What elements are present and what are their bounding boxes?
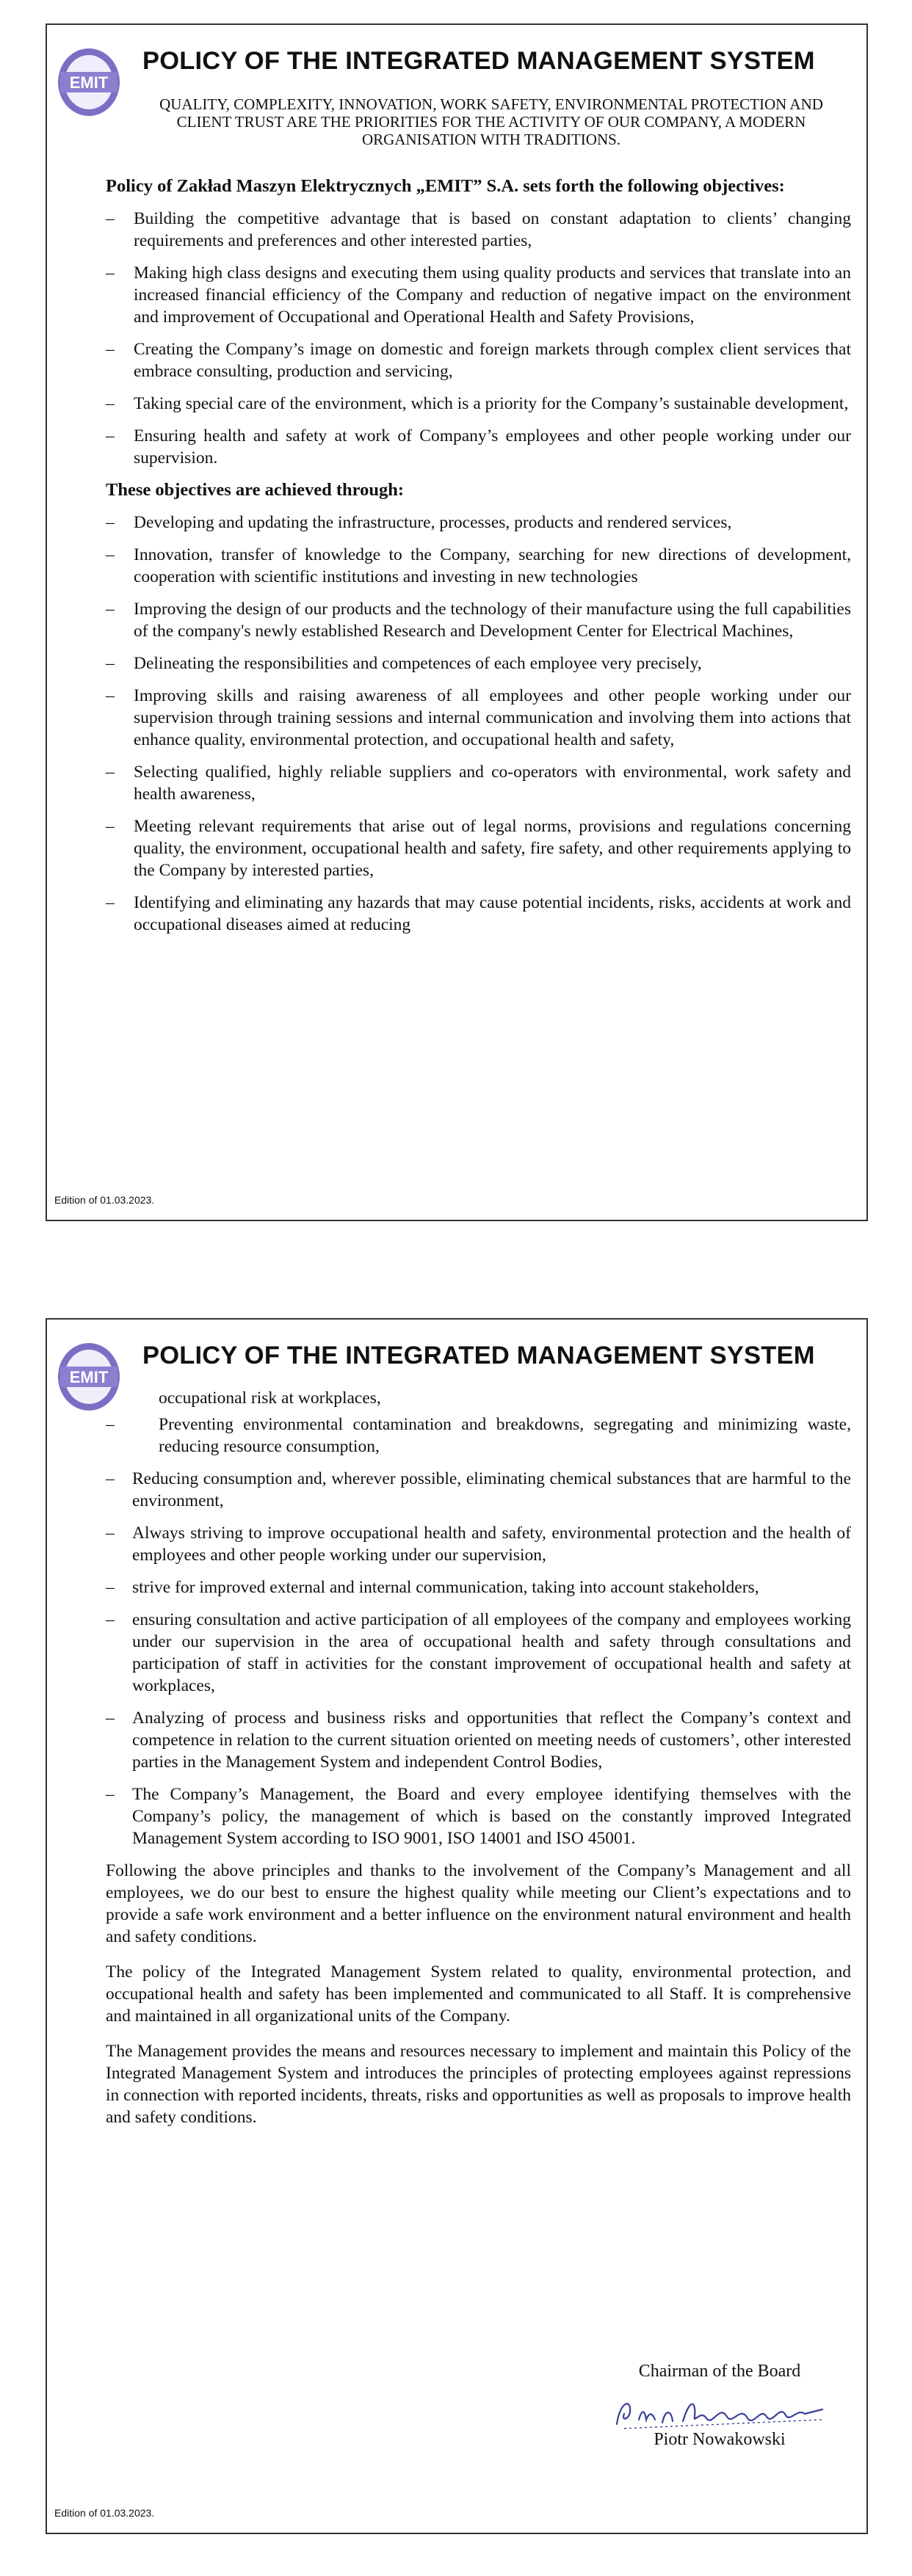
list-item: – Taking special care of the environment, which is a priority for the Company’s sustainable development, [106,394,849,413]
list-item: – Selecting qualified, highly reliable suppliers and co-operators with environmental, work safety and health awareness, [106,763,851,804]
signature-block [602,2362,837,2450]
list-item: – strive for improved external and internal communication, taking into account stakeholders, [106,1578,759,1597]
list-item: – Making high class designs and executing them using quality products and services that translate into an increased financial efficiency of the Company and reduction of negative impact on the environment and improvement of Occupational and Operational Health and Safety Provisions, [106,263,851,327]
list-item: – Building the competitive advantage that is based on constant adaptation to clients’ changing requirements and preferences and other interested parties, [106,209,851,250]
sub-items-list [106,1413,851,1458]
list-item: – ensuring consultation and active participation of all employees of the company and employees working under our supervision in the area of occupational health and safety through consultations and participation of staff in activities for the constant improvement of occupational health and safety at workplaces, [106,1610,851,1695]
page-subtitle: QUALITY, COMPLEXITY, INNOVATION, WORK SAFETY, ENVIRONMENTAL PROTECTION AND CLIENT TRUST ARE THE PRIORITIES FOR THE ACTIVITY OF OUR COMPANY, A MODERN ORGANISATION WITH TRADITIONS. [159,95,823,148]
objectives-list [106,208,851,469]
list-item: – The Company’s Management, the Board and every employee identifying themselves with the Company’s policy, the management of which is based on the constantly improved Integrated Management System according to ISO 9001, ISO 14001 and ISO 45001. [106,1785,851,1848]
objectives-heading: Policy of Zakład Maszyn Elektrycznych „EMIT” S.A. sets forth the following objectives: [106,176,785,196]
paragraph: The Management provides the means and resources necessary to implement and maintain this Policy of the Integrated Management System and introduces the principles of protecting employees against repressions in connection with reported incidents, threats, risks and opportunities as well as proposals to improve health and safety conditions. [106,2042,851,2127]
list-item: – Reducing consumption and, wherever possible, eliminating chemical substances that are harmful to the environment, [106,1469,851,1510]
signatory-name: Piotr Nowakowski [654,2430,786,2449]
document-page-2 [46,1318,868,2534]
list-item: – Analyzing of process and business risks and opportunities that reflect the Company’s context and competence in relation to the current situation oriented on meeting needs of customers’, other interested parties in the Management System and independent Control Bodies, [106,1709,851,1772]
achieved-heading: These objectives are achieved through: [106,480,405,500]
list-item: – Delineating the responsibilities and competences of each employee very precisely, [106,654,702,673]
paragraph: Following the above principles and thanks to the involvement of the Company’s Management and all employees, we do our best to ensure the highest quality while meeting our Client’s expectations and to provide a safe work environment and a better influence on the environment natural environment and health and safety conditions. [106,1861,851,1946]
achieved-list [106,512,851,936]
page1-content [106,175,851,946]
page2-content [106,1387,851,2142]
emit-logo-icon [54,46,123,119]
page-title: POLICY OF THE INTEGRATED MANAGEMENT SYSTEM [142,47,815,75]
list-item: – Improving skills and raising awareness of all employees and other people working under our supervision through training sessions and internal communication and involving them into actions that enhance quality, environmental protection, and occupational health and safety, [106,686,851,749]
edition-label: Edition of 01.03.2023. [54,2507,155,2519]
svg-text:EMIT: EMIT [69,73,109,92]
list-item: – Meeting relevant requirements that arise out of legal norms, provisions and regulations concerning quality, the environment, occupational health and safety, fire safety, and other requirements applying to the Company by interested parties, [106,817,851,880]
list-item: – Identifying and eliminating any hazards that may cause potential incidents, risks, accidents at work and occupational diseases aimed at reducing [106,893,851,934]
list-item: – Innovation, transfer of knowledge to the Company, searching for new directions of development, cooperation with scientific institutions and investing in new technologies [106,545,851,586]
list-item: – Always striving to improve occupational health and safety, environmental protection and the health of employees and other people working under our supervision, [106,1524,851,1565]
list-item: – Creating the Company’s image on domestic and foreign markets through complex client services that embrace consulting, production and servicing, [106,340,851,381]
page-title: POLICY OF THE INTEGRATED MANAGEMENT SYSTEM [142,1342,815,1369]
list-item: – Ensuring health and safety at work of Company’s employees and other people working under our supervision. [106,426,851,467]
list-item: – Developing and updating the infrastructure, processes, products and rendered services, [106,513,732,532]
list-item: – Improving the design of our products and the technology of their manufacture using the full capabilities of the company's newly established Research and Development Center for Electrical Machines, [106,600,851,641]
paragraph: The policy of the Integrated Management System related to quality, environmental protection, and occupational health and safety has been implemented and communicated to all Staff. It is comprehensive and maintained in all organizational units of the Company. [106,1962,851,2026]
svg-text:EMIT: EMIT [69,1368,109,1386]
items-list [106,1468,851,1849]
edition-label: Edition of 01.03.2023. [54,1194,155,1206]
document-page-1 [46,23,868,1221]
signatory-title: Chairman of the Board [638,2362,801,2381]
continuation-text: occupational risk at workplaces, [159,1389,381,1408]
handwritten-signature-icon [609,2387,830,2434]
list-item: – Preventing environmental contamination and breakdowns, segregating and minimizing waste, reducing resource consumption, [106,1415,851,1456]
